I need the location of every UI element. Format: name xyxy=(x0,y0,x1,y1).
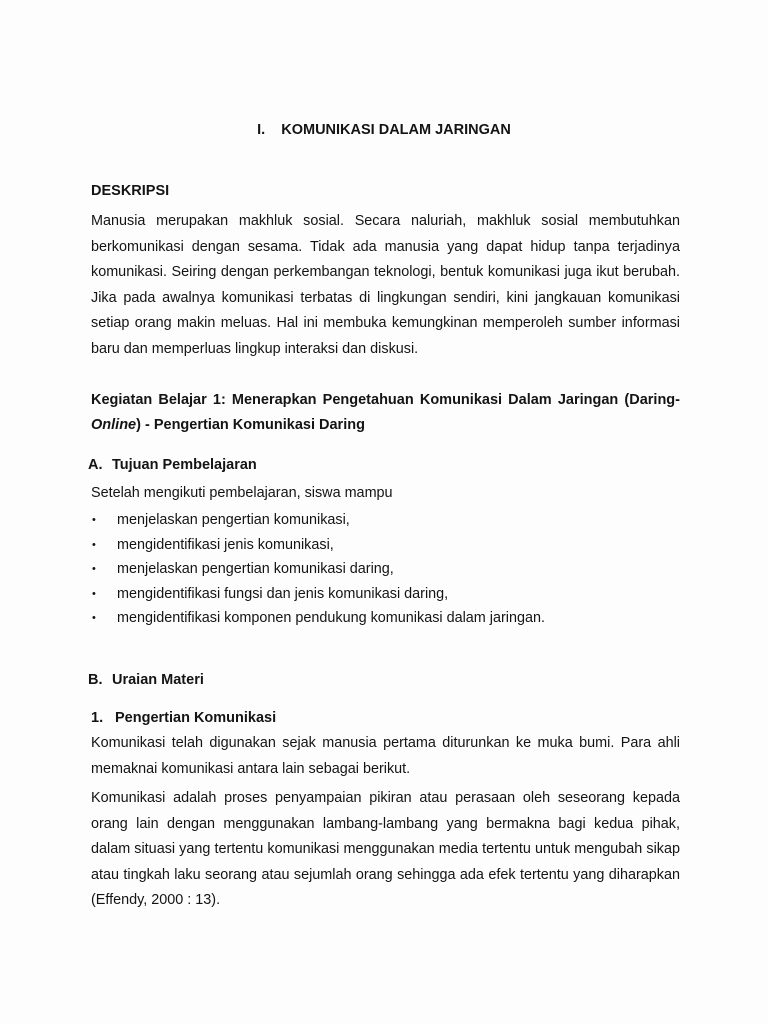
subsection-1-paragraph-2: Komunikasi adalah proses penyampaian pikiran atau perasaan oleh seseorang kepada orang lain dengan menggunakan lambang-lambang yang bermakna bagi kedua pihak, dalam situasi yang tertentu komunikasi menggunakan media tertentu untuk mengubah sikap atau tingkah laku seorang atau sejumlah orang sehingga ada efek tertentu yang diharapkan (Effendy, 2000 : 13). xyxy=(91,790,680,909)
list-item-text: menjelaskan pengertian komunikasi, xyxy=(117,512,350,528)
chapter-title-text: KOMUNIKASI DALAM JARINGAN xyxy=(281,122,511,138)
list-item-text: mengidentifikasi fungsi dan jenis komunikasi daring, xyxy=(117,585,449,602)
bullet-icon: • xyxy=(92,538,96,551)
list-item-text: menjelaskan pengertian komunikasi daring, xyxy=(117,561,394,577)
bullet-icon: • xyxy=(92,612,96,624)
kegiatan-title-line1: Kegiatan Belajar 1: Menerapkan Pengetahuan Komunikasi Dalam Jaringan (Daring- xyxy=(91,392,680,408)
list-item xyxy=(91,508,545,533)
list-item xyxy=(91,533,545,558)
bullet-icon: • xyxy=(92,563,96,575)
list-item-text: mengidentifikasi jenis komunikasi, xyxy=(117,536,334,553)
kegiatan-title-rest: ) - Pengertian Komunikasi Daring xyxy=(136,417,365,433)
deskripsi-paragraph: Manusia merupakan makhluk sosial. Secara naluriah, makhluk sosial membutuhkan berkomunikasi dengan sesama. Tidak ada manusia yang dapat hidup tanpa terjadinya komunikasi. Seiring dengan perkembangan teknologi, bentuk komunikasi juga ikut berubah. Jika pada awalnya komunikasi terbatas di lingkungan sendiri, kini jangkauan komunikasi setiap orang makin meluas. Hal ini membuka kemungkinan memperoleh sumber informasi baru dan memperluas lingkup interaksi dan diskusi. xyxy=(91,213,680,357)
chapter-number: I. xyxy=(257,122,266,138)
section-a-heading xyxy=(88,457,257,473)
chapter-title xyxy=(0,122,768,138)
bullet-icon: • xyxy=(92,514,96,526)
objectives-list xyxy=(91,508,545,631)
subsection-1-paragraph-1: Komunikasi telah digunakan sejak manusia pertama diturunkan ke muka bumi. Para ahli memaknai komunikasi antara lain sebagai berikut. xyxy=(91,735,680,777)
kegiatan-title-italic: Online xyxy=(91,417,137,433)
section-b-letter: B. xyxy=(88,672,103,688)
list-item xyxy=(91,557,545,582)
section-b-heading xyxy=(88,672,204,688)
list-item xyxy=(91,606,545,631)
deskripsi-heading: DESKRIPSI xyxy=(91,183,170,199)
list-item xyxy=(91,582,545,607)
subsection-1-number: 1. xyxy=(91,710,104,726)
list-item-text: mengidentifikasi komponen pendukung komunikasi dalam jaringan. xyxy=(117,610,545,626)
section-a-title: Tujuan Pembelajaran xyxy=(112,457,257,473)
kegiatan-title-line2 xyxy=(91,413,680,438)
subsection-1-title: Pengertian Komunikasi xyxy=(115,710,277,726)
section-b-title: Uraian Materi xyxy=(112,672,204,688)
section-a-letter: A. xyxy=(88,457,103,473)
subsection-1-heading xyxy=(91,710,276,726)
section-a-intro: Setelah mengikuti pembelajaran, siswa mampu xyxy=(91,485,393,501)
kegiatan-belajar-title xyxy=(91,388,680,438)
bullet-icon: • xyxy=(92,587,96,600)
